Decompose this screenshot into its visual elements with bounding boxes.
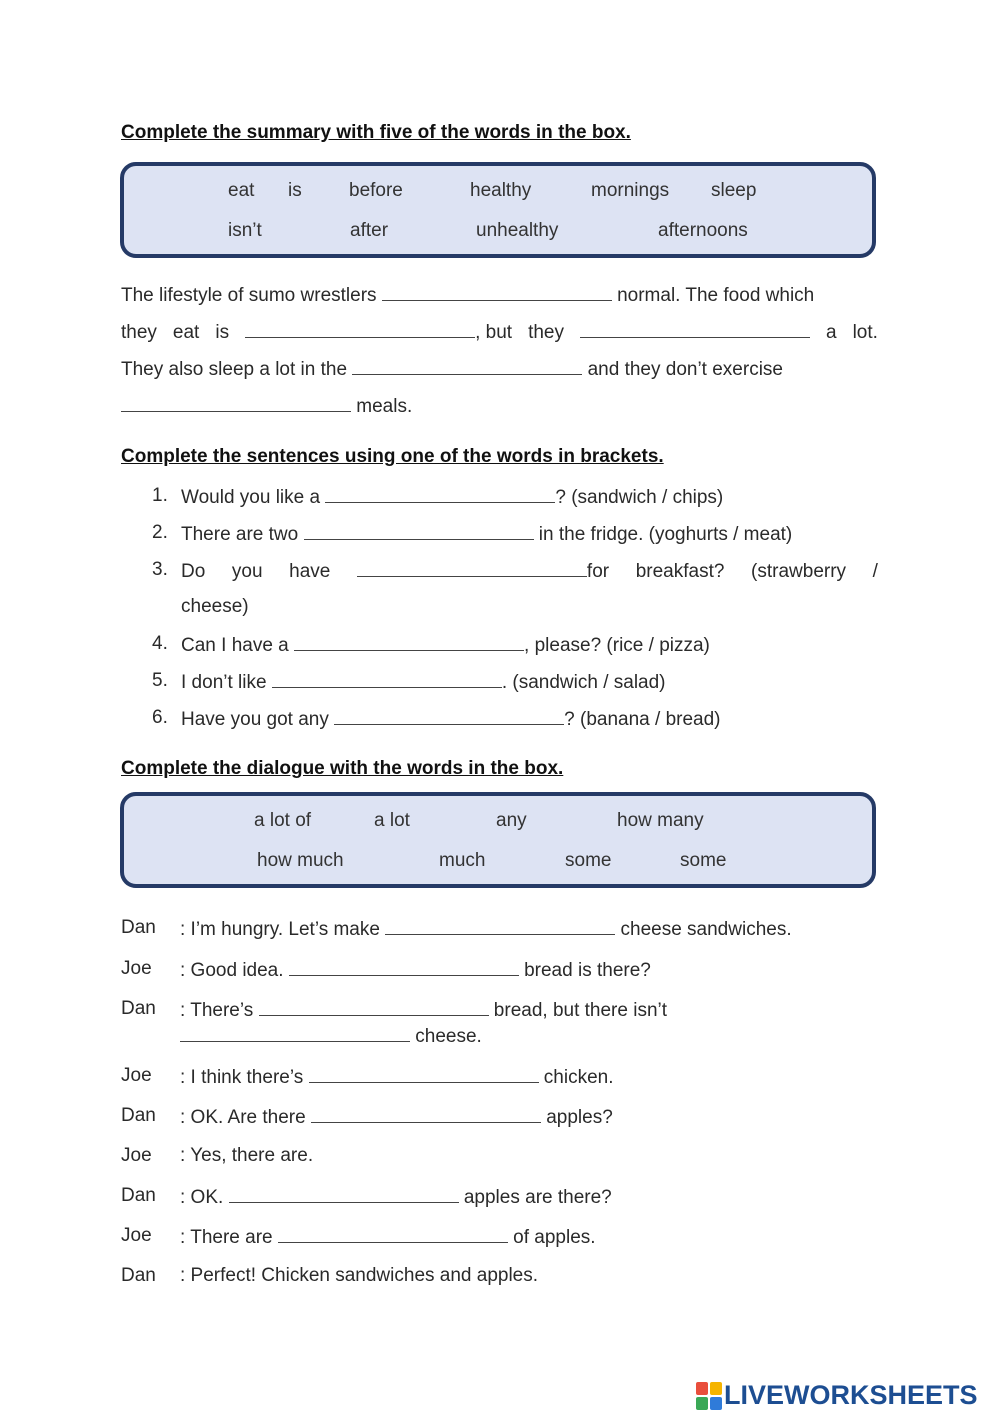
word-a-lot-of: a lot of [254,810,312,831]
answer-blank[interactable] [334,707,564,725]
sentence-text: Can I have a [181,635,289,656]
answer-blank[interactable] [325,485,555,503]
answer-blank[interactable] [311,1105,541,1123]
word-eat: eat [228,180,255,201]
answer-blank[interactable] [382,283,612,301]
answer-blank[interactable] [309,1065,539,1083]
liveworksheets-logo[interactable] [696,1380,978,1411]
word-some: some [565,850,612,871]
answer-blank[interactable] [357,559,587,577]
word-afternoons: afternoons [658,220,748,241]
sentence-text: for [586,561,610,582]
dialogue-text: : Yes, there are. [180,1145,314,1166]
speaker: Dan [121,998,156,1019]
sentence-text: ? (sandwich / chips) [555,487,724,508]
dialogue-text: : There’s [180,1000,254,1021]
sentence-text: I don’t like [181,672,267,693]
dialogue-line [180,1065,613,1089]
dialogue-line [180,958,651,982]
logo-square [696,1382,708,1395]
word-is: is [288,180,302,201]
answer-blank[interactable] [278,1225,508,1243]
brand-name: LIVEWORKSHEETS [724,1380,978,1410]
sentence-text: , please? (rice / pizza) [524,635,710,656]
logo-square [710,1382,722,1395]
sentence-text: . (sandwich / salad) [501,672,666,693]
word-box-1 [120,162,876,258]
dialogue-text: : Good idea. [180,960,284,981]
sentence-text: in the fridge. (yoghurts / meat) [538,524,793,545]
speaker: Dan [121,1265,156,1286]
summary-text: They also sleep a lot in the [121,359,348,380]
sentence-text: (strawberry [751,561,847,582]
dialogue-line [180,1265,538,1287]
item-number: 6. [152,707,168,728]
word-much: much [439,850,486,871]
summary-text: a [825,322,837,343]
dialogue-line [180,1105,613,1129]
dialogue-line [180,998,667,1022]
answer-blank[interactable] [385,917,615,935]
speaker: Joe [121,1145,152,1166]
item-number: 1. [152,485,168,506]
speaker: Joe [121,1225,152,1246]
sentence-text: ? (banana / bread) [564,709,721,730]
dialogue-text: : I think there’s [180,1067,304,1088]
dialogue-text: : I’m hungry. Let’s make [180,919,380,940]
item-number: 2. [152,522,168,543]
dialogue-continuation [180,1024,482,1048]
answer-blank[interactable] [289,958,519,976]
word-healthy: healthy [470,180,532,201]
speaker: Dan [121,1185,156,1206]
word-unhealthy: unhealthy [476,220,559,241]
speaker: Dan [121,1105,156,1126]
summary-text: , but [475,322,513,343]
sentence-text: Do [181,561,206,582]
sentence-item [181,633,710,657]
sentence-item [181,559,878,583]
dialogue-text: bread is there? [524,960,651,981]
summary-text: normal. The food which [617,285,815,306]
summary-text: meals. [356,396,413,417]
dialogue-text: : OK. Are there [180,1107,306,1128]
logo-icon [696,1382,722,1410]
summary-line-2 [121,320,878,344]
summary-text: they [528,322,564,343]
dialogue-text: : Perfect! Chicken sandwiches and apples. [180,1265,539,1286]
dialogue-line [180,1145,313,1167]
summary-text: lot. [852,322,878,343]
summary-text: they [121,322,157,343]
dialogue-text: bread, but there isn’t [493,1000,668,1021]
logo-square [710,1397,722,1410]
dialogue-text: : There are [180,1227,273,1248]
speaker: Dan [121,917,156,938]
sentence-text: have [289,561,331,582]
word-how-much: how much [257,850,344,871]
answer-blank[interactable] [294,633,524,651]
word-box-2 [120,792,876,888]
dialogue-text: apples? [546,1107,613,1128]
word-sleep: sleep [711,180,757,201]
section2-heading: Complete the sentences using one of the words in brackets. [121,446,664,467]
word-how-many: how many [617,810,704,831]
sentence-text: Have you got any [181,709,329,730]
dialogue-line [180,1225,596,1249]
sentence-item [181,522,792,546]
summary-text: The lifestyle of sumo wrestlers [121,285,377,306]
word-mornings: mornings [591,180,670,201]
speaker: Joe [121,1065,152,1086]
answer-blank[interactable] [259,998,489,1016]
sentence-text: / [872,561,878,582]
summary-text: eat [172,322,200,343]
dialogue-text: : OK. [180,1187,224,1208]
answer-blank[interactable] [580,320,810,338]
answer-blank[interactable] [352,357,582,375]
dialogue-line [180,917,792,941]
answer-blank[interactable] [121,394,351,412]
section3-heading: Complete the dialogue with the words in the box. [121,758,564,779]
sentence-item [181,485,723,509]
word-before: before [349,180,403,201]
dialogue-text: cheese. [415,1026,482,1047]
item-number: 5. [152,670,168,691]
dialogue-text: of apples. [513,1227,596,1248]
word-some: some [680,850,727,871]
sentence-text: you [231,561,263,582]
word-isnt: isn’t [228,220,262,241]
sentence-text: Would you like a [181,487,321,508]
summary-line-4 [121,394,878,418]
answer-blank[interactable] [229,1185,459,1203]
answer-blank[interactable] [304,522,534,540]
answer-blank[interactable] [245,320,475,338]
summary-text: and they don’t exercise [587,359,783,380]
dialogue-text: apples are there? [463,1187,612,1208]
item-number: 4. [152,633,168,654]
word-any: any [496,810,527,831]
word-after: after [350,220,389,241]
section1-heading: Complete the summary with five of the words in the box. [121,122,631,143]
item-number: 3. [152,559,168,580]
summary-line-3 [121,357,878,381]
dialogue-text: chicken. [543,1067,614,1088]
sentence-item [181,670,666,694]
word-a-lot: a lot [374,810,410,831]
sentence-continuation: cheese) [181,596,249,617]
sentence-item [181,707,721,731]
dialogue-line [180,1185,612,1209]
logo-square [696,1397,708,1410]
sentence-text: breakfast? [635,561,725,582]
summary-text: is [215,322,230,343]
answer-blank[interactable] [272,670,502,688]
speaker: Joe [121,958,152,979]
summary-line-1 [121,283,878,307]
sentence-text: There are two [181,524,299,545]
dialogue-text: cheese sandwiches. [620,919,792,940]
answer-blank[interactable] [180,1024,410,1042]
